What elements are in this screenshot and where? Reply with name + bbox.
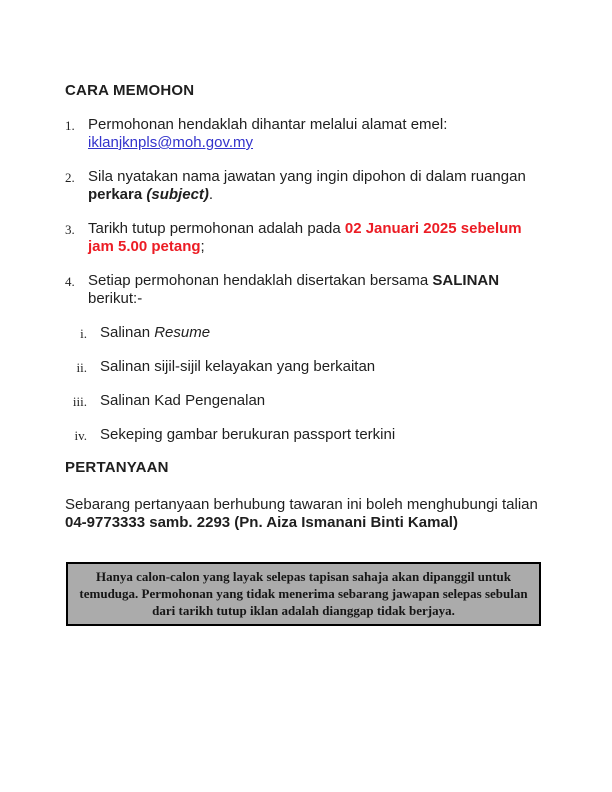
apply-steps-list — [65, 116, 547, 308]
list-number: 1. — [65, 118, 75, 133]
attachment-text-italic: Resume — [154, 324, 211, 341]
step-4-bold: SALINAN — [432, 272, 500, 289]
step-4-text: Setiap permohonan hendaklah disertakan bersama — [88, 272, 429, 289]
attachment-text: Salinan sijil-sijil kelayakan yang berkaitan — [100, 358, 376, 375]
step-4-suffix: berikut:- — [88, 290, 143, 307]
notice-box — [66, 562, 541, 626]
attachment-item-resume — [65, 324, 547, 342]
contact-line: 04-9773333 samb. 2293 (Pn. Aiza Ismanani Binti Kamal) — [65, 514, 458, 531]
step-2-suffix: . — [208, 186, 214, 203]
apply-step-3 — [65, 220, 547, 256]
attachment-text: Sekeping gambar berukuran passport terkini — [100, 426, 396, 443]
attachment-item-id-card — [65, 392, 547, 410]
attachment-text: Salinan — [100, 324, 151, 341]
list-number: 3. — [65, 222, 75, 237]
notice-text: Hanya calon-calon yang layak selepas tapisan sahaja akan dipanggil untuk temuduga. Permohonan yang tidak menerima sebarang jawapan selepas sebulan dari tarikh tutup iklan adalah dianggap tidak berjaya. — [79, 569, 528, 618]
step-2-bold-italic: (subject) — [146, 186, 209, 203]
roman-number: ii. — [76, 360, 87, 375]
attachment-item-photo — [65, 426, 547, 444]
attachment-text: Salinan Kad Pengenalan — [100, 392, 266, 409]
step-3-text: Tarikh tutup permohonan adalah pada — [88, 220, 341, 237]
enquiry-paragraph — [65, 496, 547, 532]
list-number: 2. — [65, 170, 75, 185]
step-3-suffix: ; — [200, 238, 205, 255]
apply-step-1 — [65, 116, 547, 152]
attachments-list — [65, 324, 547, 444]
apply-step-2 — [65, 168, 547, 204]
section-title-cara-memohon: CARA MEMOHON — [65, 82, 195, 99]
step-2-text: Sila nyatakan nama jawatan yang ingin dipohon di dalam ruangan — [88, 168, 526, 185]
roman-number: iv. — [74, 428, 87, 443]
enquiry-text: Sebarang pertanyaan berhubung tawaran ini boleh menghubungi talian — [65, 496, 538, 513]
step-2-bold: perkara — [88, 186, 143, 203]
email-link[interactable]: iklanjknpls@moh.gov.my — [88, 134, 254, 151]
list-number: 4. — [65, 274, 75, 289]
step-1-text: Permohonan hendaklah dihantar melalui alamat emel: — [88, 116, 448, 133]
attachment-item-certificates — [65, 358, 547, 376]
roman-number: iii. — [72, 394, 87, 409]
deadline-text: 02 Januari 2025 sebelum jam 5.00 petang — [88, 220, 522, 255]
roman-number: i. — [80, 326, 87, 341]
section-title-pertanyaan: PERTANYAAN — [65, 459, 169, 476]
apply-step-4 — [65, 272, 547, 308]
